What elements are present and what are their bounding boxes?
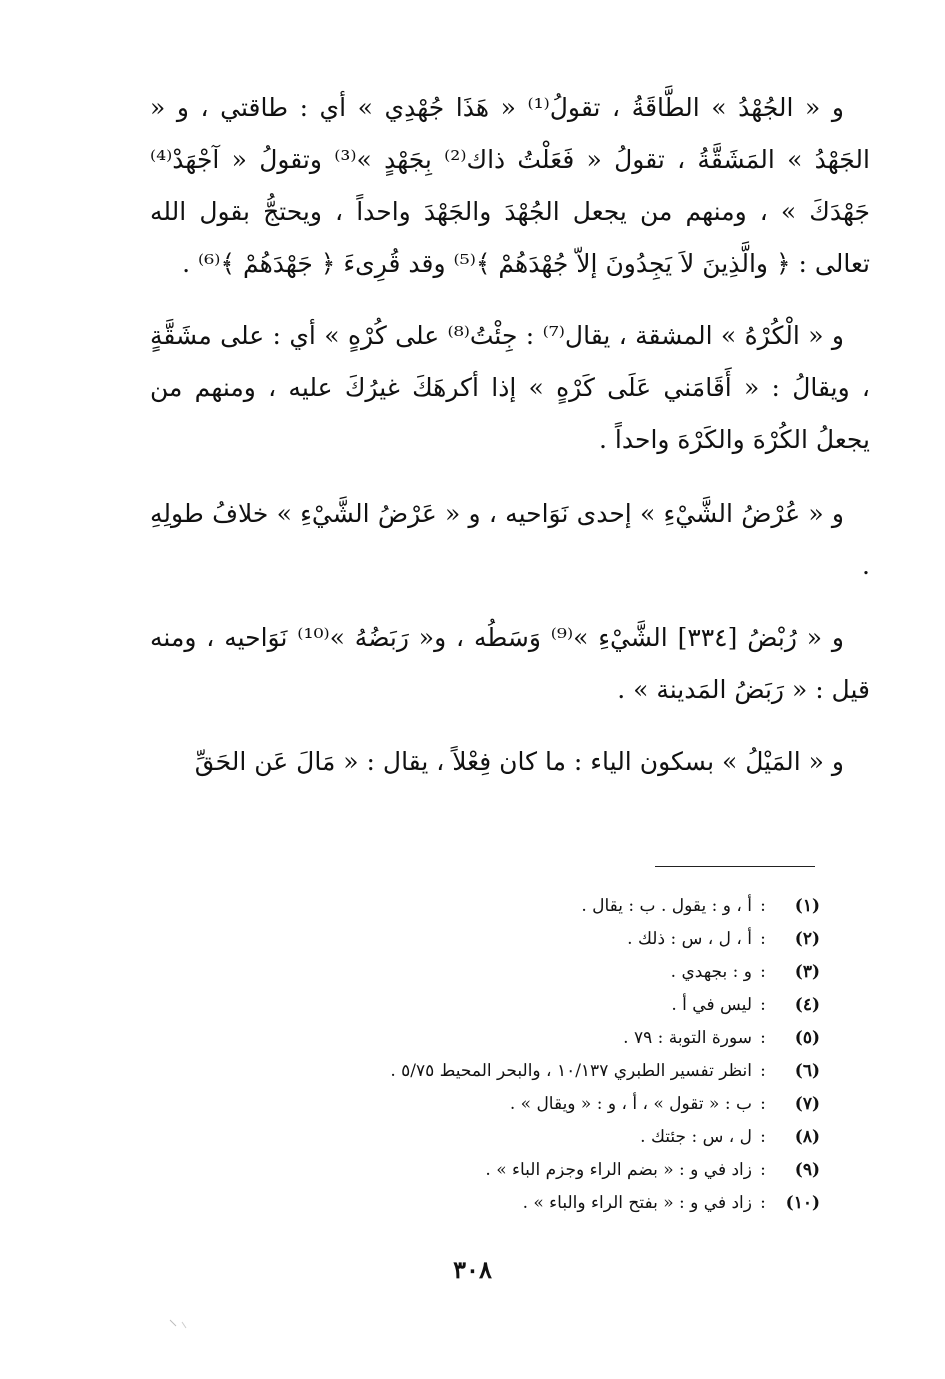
footnote-number: (١)	[794, 896, 820, 916]
paragraph-juhd: و « الجُهْدُ » الطَّاقَةُ ، تقولُ⁽¹⁾ « هَذَا جُهْدِي » أي : طاقتي ، و « الجَهْدُ » المَشَقَّةُ ، تقولُ « فَعَلْتُ ذاك⁽²⁾ بِجَهْدٍ »⁽³⁾ وتقولُ « آجْهَدْ⁽⁴⁾ جَهْدَكَ » ، ومنهم من يجعل الجُهْدَ والجَهْدَ واحداً ، ويحتجُّ بقول الله تعالى : ﴿ والَّذِينَ لاَ يَجِدُونَ إلاّ جُهْدَهُمْ ﴾⁽⁵⁾ وقد قُرِىءَ ﴿ جَهْدَهُمْ ﴾⁽⁶⁾ .	[150, 93, 870, 278]
scan-speck-mark	[168, 1318, 190, 1334]
footnote-text: ب : « تقول » ، أ ، و : « ويقال » .	[509, 1094, 752, 1114]
footnote-separator: :	[760, 896, 766, 916]
footnote-item	[200, 923, 820, 956]
footnote-number: (٢)	[794, 929, 820, 949]
footnote-text: انظر تفسير الطبري ١٠/١٣٧ ، والبحر المحيط ٥/٧٥ .	[390, 1061, 752, 1081]
footnote-item	[200, 989, 820, 1022]
footnote-number: (٣)	[794, 962, 820, 982]
footnote-number: (٧)	[794, 1094, 820, 1114]
footnote-item	[200, 1187, 820, 1220]
paragraph-urd: و « عُرْضُ الشَّيْءِ » إحدى نَوَاحيه ، و « عَرْضُ الشَّيْءِ » خلافُ طولِهِ .	[150, 499, 870, 580]
footnote-number: (٨)	[794, 1127, 820, 1147]
footnote-separator: :	[760, 1193, 766, 1213]
footnote-text: و : بجهدي .	[670, 962, 752, 982]
footnote-item	[200, 1088, 820, 1121]
footnote-separator: :	[760, 929, 766, 949]
main-text	[150, 82, 870, 788]
footnote-number: (٤)	[794, 995, 820, 1015]
footnote-text: سورة التوبة : ٧٩ .	[623, 1028, 752, 1048]
footnote-number: (١٠)	[785, 1193, 820, 1213]
footnote-item	[200, 1055, 820, 1088]
footnote-separator: :	[760, 995, 766, 1015]
footnote-text: أ ، و : يقول . ب : يقال .	[581, 896, 752, 916]
footnote-item	[200, 1154, 820, 1187]
footnote-number: (٥)	[794, 1028, 820, 1048]
footnote-text: ليس في أ .	[671, 995, 752, 1015]
footnote-text: زاد في و : « بفتح الراء والباء » .	[522, 1193, 752, 1213]
footnotes-list	[200, 890, 820, 1220]
footnote-item	[200, 1121, 820, 1154]
footnote-item	[200, 890, 820, 923]
paragraph-rubd: و « رُبْضُ [٣٣٤] الشَّيْءِ »⁽⁹⁾ وَسَطُه ، و« رَبَضُهُ »⁽¹⁰⁾ نَوَاحيه ، ومنه قيل : « رَبَضُ المَدينة » .	[150, 623, 870, 704]
page-number: ٣٠٨	[453, 1255, 492, 1284]
footnote-number: (٦)	[794, 1061, 820, 1081]
paragraph-kurh: و « الْكُرْهُ » المشقة ، يقال⁽⁷⁾ : جِئْتُ⁽⁸⁾ على كُرْهٍ » أي : على مشَقَّةٍ ، ويقالُ : « أَقَامَني عَلَى كَرْهٍ » إذا أكرهَكَ غيرُكَ عليه ، ومنهم من يجعلُ الكُرْهَ والكَرْهَ واحداً .	[150, 321, 870, 454]
footnote-item	[200, 1022, 820, 1055]
paragraph-mayl: و « المَيْلُ » بسكون الياء : ما كان فِعْلاً ، يقال : « مَالَ عَن الحَقِّ	[194, 747, 844, 776]
footnote-separator: :	[760, 1061, 766, 1081]
footnote-separator: :	[760, 1094, 766, 1114]
footnote-separator: :	[760, 962, 766, 982]
footnote-item	[200, 956, 820, 989]
footnote-divider	[655, 866, 815, 867]
footnote-text: زاد في و : « بضم الراء وجزم الباء » .	[485, 1160, 752, 1180]
footnote-separator: :	[760, 1160, 766, 1180]
footnote-separator: :	[760, 1028, 766, 1048]
footnote-number: (٩)	[794, 1160, 820, 1180]
footnote-separator: :	[760, 1127, 766, 1147]
footnote-text: ل ، س : جئتك .	[640, 1127, 752, 1147]
footnote-text: أ ، ل ، س : ذلك .	[627, 929, 752, 949]
